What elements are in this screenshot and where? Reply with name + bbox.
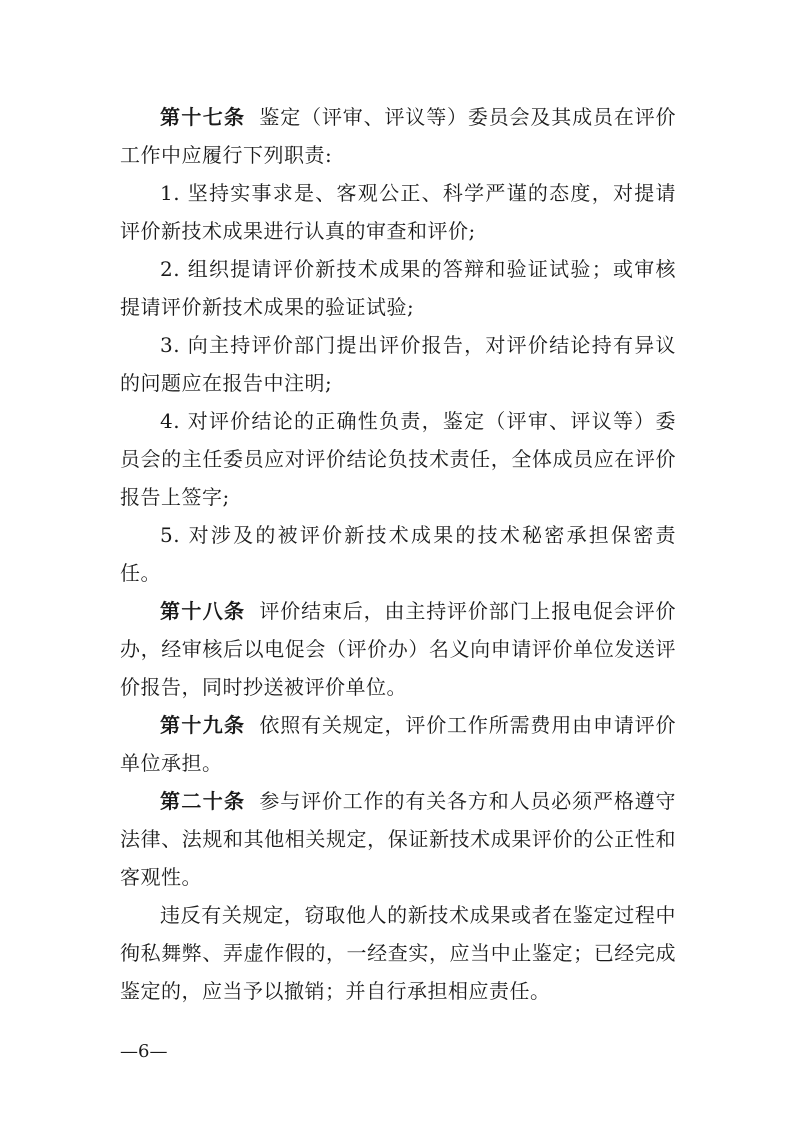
duty-item-3: 3. 向主持评价部门提出评价报告，对评价结论持有异议的问题应在报告中注明; — [120, 333, 676, 395]
article-19-text: 依照有关规定，评价工作所需费用由申请评价单位承担。 — [120, 713, 677, 775]
article-18 — [120, 592, 676, 706]
duty-item-2: 2. 组织提请评价新技术成果的答辩和验证试验；或审核提请评价新技术成果的验证试验; — [120, 257, 676, 319]
article-18-text: 评价结束后，由主持评价部门上报电促会评价办，经审核后以电促会（评价办）名义向申请评价单位发送评价报告，同时抄送被评价单位。 — [120, 599, 677, 699]
duty-item-5: 5. 对涉及的被评价新技术成果的技术秘密承担保密责任。 — [120, 523, 676, 585]
article-20-text: 参与评价工作的有关各方和人员必须严格遵守法律、法规和其他相关规定，保证新技术成果评价的公正性和客观性。 — [120, 789, 677, 889]
duty-item-4: 4. 对评价结论的正确性负责，鉴定（评审、评议等）委员会的主任委员应对评价结论负技术责任，全体成员应在评价报告上签字; — [120, 409, 676, 509]
violation-paragraph: 违反有关规定，窃取他人的新技术成果或者在鉴定过程中徇私舞弊、弄虚作假的，一经查实，应当中止鉴定；已经完成鉴定的，应当予以撤销；并自行承担相应责任。 — [120, 903, 676, 1003]
article-17 — [120, 98, 676, 174]
duty-item-1: 1. 坚持实事求是、客观公正、科学严谨的态度，对提请评价新技术成果进行认真的审查和评价; — [120, 181, 676, 243]
document-body — [120, 98, 676, 1010]
article-17-text: 鉴定（评审、评议等）委员会及其成员在评价工作中应履行下列职责: — [120, 105, 677, 167]
article-19-heading: 第十九条 — [160, 713, 246, 737]
article-19 — [120, 706, 676, 782]
article-18-heading: 第十八条 — [160, 599, 246, 623]
page-number: —6— — [120, 1041, 168, 1062]
article-20-heading: 第二十条 — [160, 789, 246, 813]
article-20 — [120, 782, 676, 896]
article-17-heading: 第十七条 — [160, 105, 246, 129]
